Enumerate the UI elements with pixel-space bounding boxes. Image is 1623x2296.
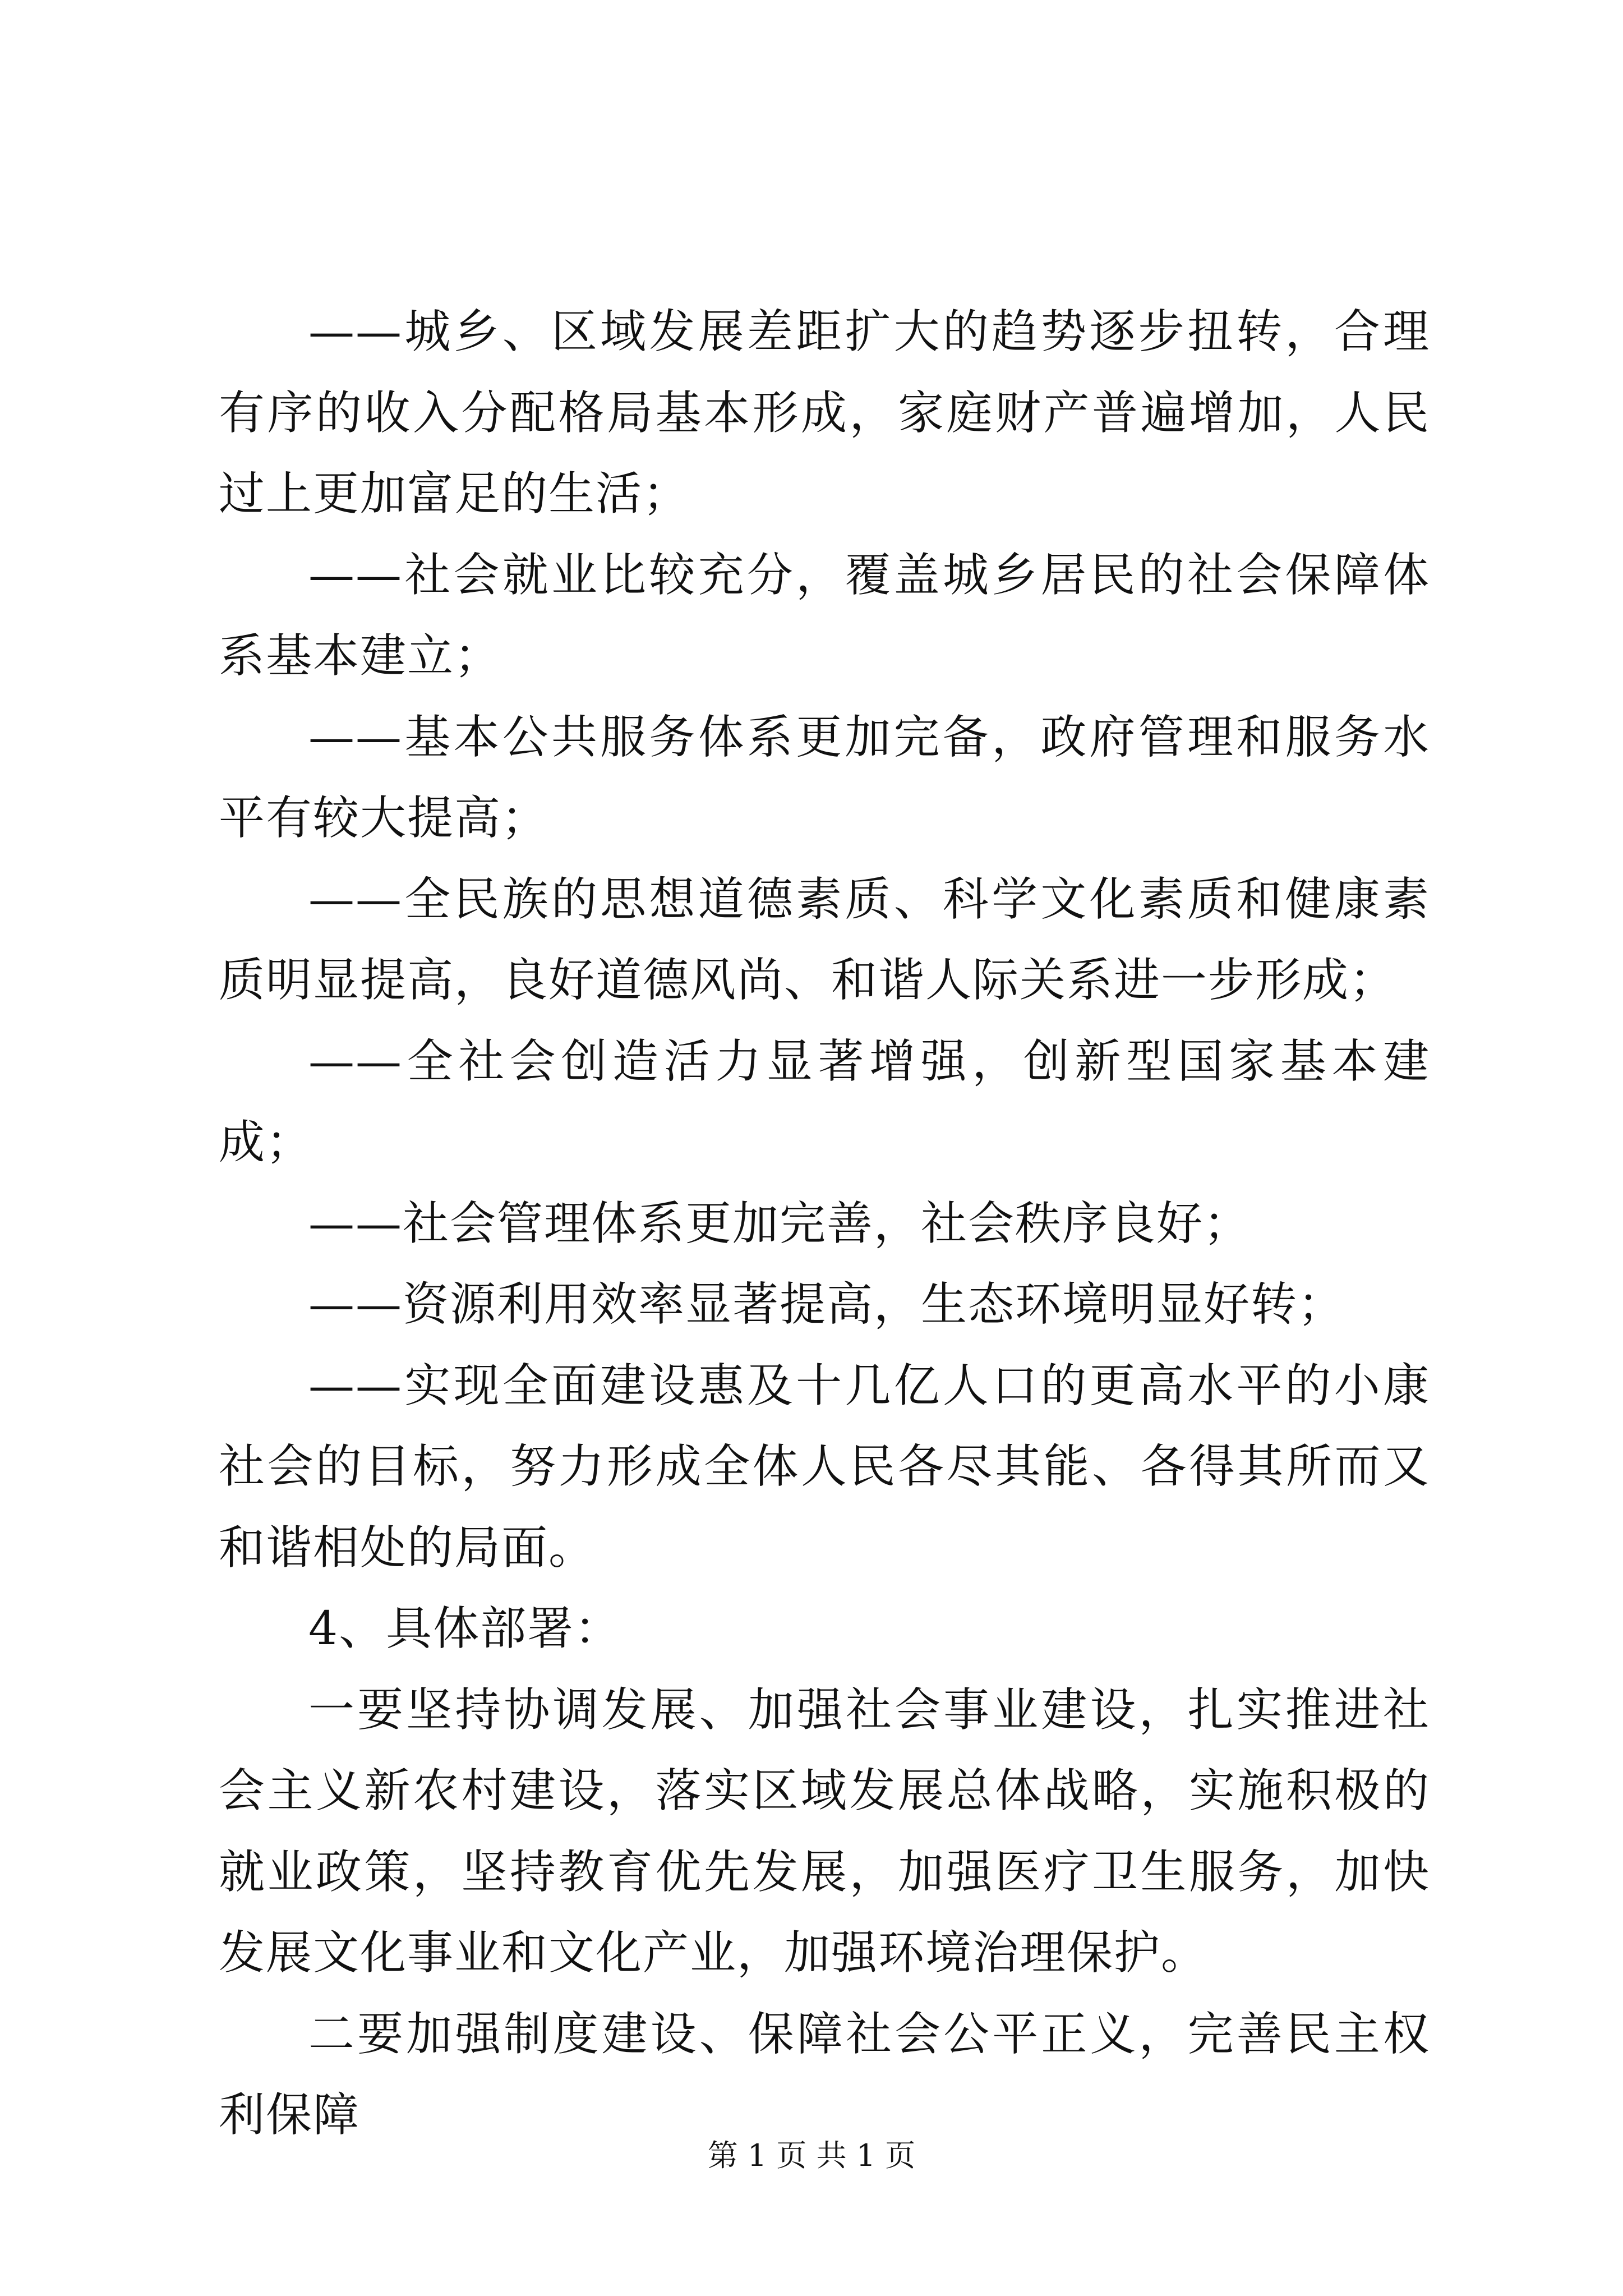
paragraph-goal-moral-quality: ——全民族的思想道德素质、科学文化素质和健康素质明显提高，良好道德风尚、和谐人际关系进一步形成； (219, 872, 1430, 1007)
paragraph-goal-social-management: ——社会管理体系更加完善，社会秩序良好； (308, 1197, 1251, 1250)
document-body (219, 292, 1430, 2156)
paragraph-goal-public-service: ——基本公共服务体系更加完备，政府管理和服务水平有较大提高； (219, 710, 1430, 845)
page-footer: 第 1 页 共 1 页 (707, 2138, 916, 2173)
paragraph-deployment-two: 二要加强制度建设、保障社会公平正义，完善民主权利保障 (219, 2007, 1430, 2142)
paragraph-goal-innovation: ——全社会创造活力显著增强，创新型国家基本建成； (219, 1034, 1430, 1169)
section-heading-deployment: 4、具体部署： (308, 1602, 622, 1655)
paragraph-goal-urban-rural: ——城乡、区域发展差距扩大的趋势逐步扭转，合理有序的收入分配格局基本形成，家庭财产普遍增加，人民过上更加富足的生活； (219, 305, 1430, 521)
paragraph-deployment-one: 一要坚持协调发展、加强社会事业建设，扎实推进社会主义新农村建设，落实区域发展总体战略，实施积极的就业政策，坚持教育优先发展，加强医疗卫生服务，加快发展文化事业和文化产业，加强环境治理保护。 (219, 1683, 1430, 1980)
paragraph-goal-employment: ——社会就业比较充分，覆盖城乡居民的社会保障体系基本建立； (219, 548, 1430, 683)
paragraph-goal-xiaokang: ——实现全面建设惠及十几亿人口的更高水平的小康社会的目标，努力形成全体人民各尽其能、各得其所而又和谐相处的局面。 (219, 1359, 1430, 1575)
paragraph-goal-environment: ——资源利用效率显著提高，生态环境明显好转； (308, 1278, 1345, 1331)
